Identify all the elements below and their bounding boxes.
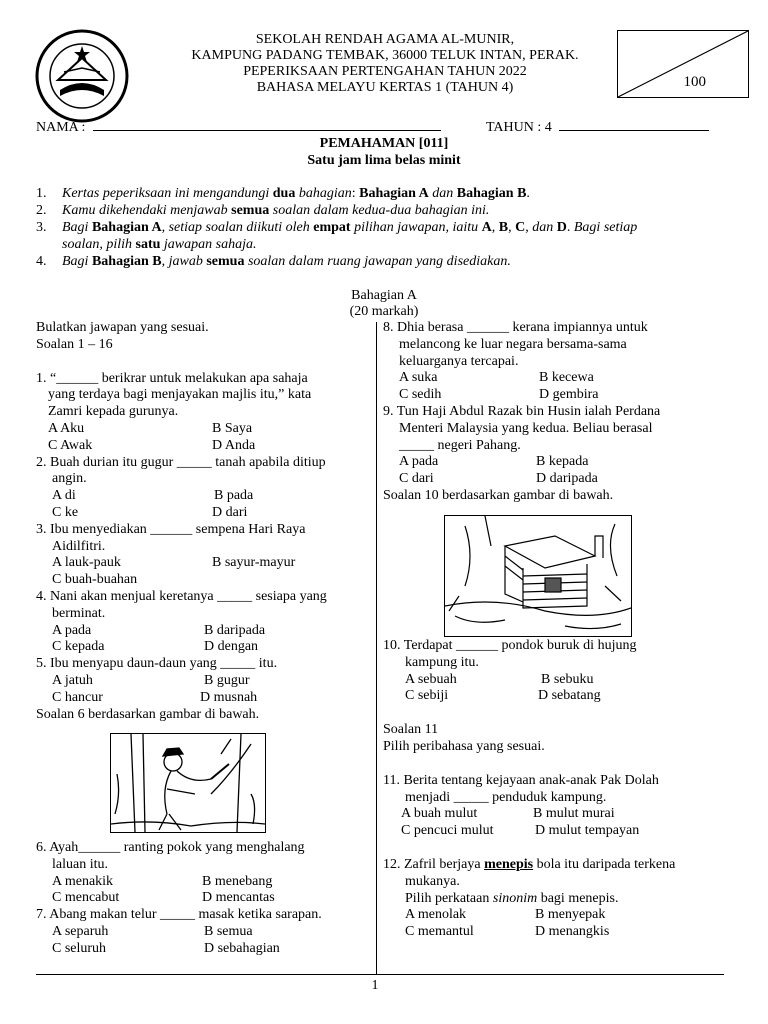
option-b[interactable]: B gugur: [204, 672, 250, 688]
question-12: [383, 857, 728, 941]
question-11-intro: Soalan 11: [383, 722, 439, 738]
score-box: [617, 30, 749, 98]
instruction-text-part: D: [556, 220, 567, 235]
instruction-text-part: jawapan sahaja.: [160, 237, 257, 252]
option-a[interactable]: A menakik: [52, 873, 114, 889]
instruction-text: [62, 219, 637, 236]
school-crest-icon: [34, 28, 130, 124]
school-logo: [34, 28, 130, 124]
option-b[interactable]: B mulut murai: [533, 806, 615, 822]
question-text: mukanya.: [405, 873, 460, 889]
year-row: [486, 120, 709, 136]
option-d[interactable]: D sebatang: [538, 688, 601, 704]
option-c[interactable]: C kepada: [52, 639, 105, 655]
instruction-item: [36, 219, 736, 236]
instructions-list: [36, 185, 736, 270]
option-b[interactable]: B kepada: [536, 454, 589, 470]
instruction-item: [36, 202, 736, 219]
question-10: [383, 638, 728, 705]
instruction-text-part: .: [526, 186, 530, 201]
question-text: 9. Tun Haji Abdul Razak bin Husin ialah Perdana: [383, 403, 661, 419]
question-text: Aidilfitri.: [52, 538, 106, 554]
option-a[interactable]: A jatuh: [52, 672, 93, 688]
instruction-text-part: semua: [206, 254, 245, 269]
question-1: [36, 371, 372, 455]
question-text: 10. Terdapat ______ pondok buruk di hujung: [383, 638, 637, 653]
instruction-text-part: B: [498, 220, 509, 235]
target-word: menepis: [484, 856, 534, 872]
instruction-text-part: .: [566, 220, 574, 235]
total-score: 100: [683, 74, 706, 90]
name-label: NAMA :: [36, 120, 86, 135]
instruction-text-part: semua: [231, 203, 270, 218]
instruction-text-part: Bahagian B: [456, 186, 527, 201]
option-d[interactable]: D daripada: [536, 471, 598, 487]
option-c[interactable]: C mencabut: [52, 890, 120, 906]
option-c[interactable]: C ke: [52, 504, 79, 520]
instruction-text-part: Bagi setiap: [573, 220, 638, 235]
instruction-text: [62, 202, 489, 219]
question-text-part: 12. Zafril berjaya: [383, 856, 485, 872]
question-text-part: bola itu daripada terkena: [533, 856, 676, 872]
question-range: Soalan 1 – 16: [36, 336, 113, 352]
option-b[interactable]: B kecewa: [539, 370, 594, 386]
question-3: [36, 522, 372, 589]
right-column: [383, 320, 728, 505]
option-c[interactable]: C buah-buahan: [52, 572, 138, 588]
option-d[interactable]: D sebahagian: [204, 940, 280, 956]
question-text: [383, 857, 728, 874]
question-text: 11. Berita tentang kejayaan anak-anak Pak Dolah: [383, 772, 659, 788]
instruction-number: 4.: [36, 254, 47, 269]
instruction-text: [62, 236, 257, 253]
instruction-text-part: dua: [272, 186, 296, 201]
option-a[interactable]: A menolak: [405, 907, 467, 923]
instruction-text-part: soalan dalam ruang jawapan yang disediakan.: [244, 254, 511, 269]
instruction-text-part: empat: [313, 220, 351, 235]
left-column-bottom: [36, 840, 372, 958]
question-text: 7. Abang makan telur _____ masak ketika sarapan.: [36, 907, 322, 923]
option-a[interactable]: A sebuah: [405, 671, 457, 687]
emphasis-word: sinonim: [492, 890, 538, 906]
year-label: TAHUN : 4: [486, 120, 552, 135]
option-d[interactable]: D mencantas: [202, 890, 275, 906]
question-text-part: Pilih perkataan: [405, 890, 493, 906]
instruction-text-part: dan: [428, 186, 457, 201]
instruction-text-part: Bahagian A: [91, 220, 162, 235]
instruction-text-part: bahagian: [295, 186, 352, 201]
option-a[interactable]: A pada: [52, 622, 92, 638]
instruction-item: [36, 253, 736, 270]
question-text: 2. Buah durian itu gugur _____ tanah apabila ditiup: [36, 454, 326, 470]
school-header: [130, 32, 640, 96]
option-d[interactable]: D musnah: [200, 689, 258, 705]
question-6: [36, 840, 372, 907]
question-text: angin.: [52, 471, 87, 487]
question-text: 1. “______ berikrar untuk melakukan apa sahaja: [36, 370, 308, 386]
option-b[interactable]: B sayur-mayur: [212, 555, 296, 571]
question-text: Menteri Malaysia yang kedua. Beliau berasal: [399, 420, 653, 436]
option-b[interactable]: B semua: [204, 923, 253, 939]
question-text: [383, 891, 728, 908]
question-text: 4. Nani akan menjual keretanya _____ sesiapa yang: [36, 588, 327, 604]
instruction-text-part: Kertas peperiksaan ini mengandungi: [62, 186, 273, 201]
option-c[interactable]: C memantul: [405, 924, 474, 940]
question-5: [36, 656, 372, 706]
instruction-text: [62, 185, 530, 202]
question-2: [36, 455, 372, 522]
section-name: Bahagian A: [351, 288, 417, 303]
option-c[interactable]: C Awak: [48, 437, 93, 453]
footer-line: [36, 974, 724, 975]
question-11: [383, 773, 728, 840]
subject-title: BAHASA MELAYU KERTAS 1 (TAHUN 4): [256, 80, 514, 95]
instruction-text-part: ,: [525, 220, 533, 235]
instruction-text-part: Bahagian B: [91, 254, 162, 269]
option-b[interactable]: B sebuku: [541, 671, 594, 687]
option-d[interactable]: D dengan: [204, 639, 259, 655]
name-row: [36, 120, 441, 136]
question-4: [36, 589, 372, 656]
option-d[interactable]: D gembira: [539, 387, 599, 403]
instruction-text-part: soalan dalam kedua-dua bahagian ini.: [269, 203, 490, 218]
column-divider: [376, 322, 377, 974]
option-a[interactable]: A suka: [399, 370, 438, 386]
instruction-circle: Bulatkan jawapan yang sesuai.: [36, 320, 209, 335]
question-10-intro: Soalan 10 berdasarkan gambar di bawah.: [383, 487, 614, 503]
question-text: keluarganya tercapai.: [399, 353, 519, 369]
instruction-text-part: dan: [532, 220, 557, 235]
question-text: berminat.: [52, 605, 106, 621]
question-9: [383, 404, 728, 488]
instruction-text-part: ,: [491, 220, 499, 235]
question-8: [383, 320, 728, 404]
question-text: melancong ke luar negara bersama-sama: [399, 336, 627, 352]
school-address: KAMPUNG PADANG TEMBAK, 36000 TELUK INTAN, PERAK.: [191, 48, 579, 63]
option-b[interactable]: B daripada: [204, 622, 266, 638]
school-name: SEKOLAH RENDAH AGAMA AL-MUNIR,: [255, 32, 515, 47]
option-b[interactable]: B Saya: [212, 420, 253, 436]
question-text: kampung itu.: [405, 654, 479, 670]
question-text: _____ negeri Pahang.: [399, 437, 521, 453]
question-7: [36, 907, 372, 957]
option-a[interactable]: A lauk-pauk: [52, 555, 121, 571]
option-c[interactable]: C sebiji: [405, 688, 449, 704]
instruction-number: 3.: [36, 220, 47, 235]
option-b[interactable]: B menyepak: [535, 907, 606, 923]
instruction-text-part: :: [351, 186, 360, 201]
man-cutting-branch-icon: [111, 734, 265, 832]
paper-duration: Satu jam lima belas minit: [307, 153, 461, 168]
instruction-text-part: pilihan jawapan, iaitu: [350, 220, 482, 235]
instruction-text-part: soalan, pilih: [62, 237, 136, 252]
instruction-text-part: C: [515, 220, 526, 235]
exam-title: PEPERIKSAAN PERTENGAHAN TAHUN 2022: [243, 64, 527, 79]
option-a[interactable]: A di: [52, 488, 76, 504]
option-c[interactable]: C sedih: [399, 387, 442, 403]
question-text: menjadi _____ penduduk kampung.: [405, 789, 607, 805]
question-text-part: bagi menepis.: [537, 890, 619, 906]
option-b[interactable]: B menebang: [202, 873, 273, 889]
instruction-text-part: Kamu dikehendaki menjawab: [62, 203, 232, 218]
instruction-text-part: A: [481, 220, 492, 235]
option-a[interactable]: A Aku: [48, 420, 85, 436]
option-c[interactable]: C dari: [399, 471, 434, 487]
right-column-bottom: [383, 638, 728, 941]
year-field[interactable]: [559, 130, 709, 131]
question-text: 6. Ayah______ ranting pokok yang menghalang: [36, 840, 305, 855]
instruction-number: 2.: [36, 203, 47, 218]
paper-title: PEMAHAMAN [011]: [319, 136, 449, 151]
option-b[interactable]: B pada: [214, 488, 254, 504]
option-d[interactable]: D Anda: [212, 437, 256, 453]
instruction-text-part: Bagi: [62, 220, 92, 235]
instruction-text-part: Bahagian A: [359, 186, 429, 201]
option-c[interactable]: C hancur: [52, 689, 103, 705]
question-text: yang terdaya bagi menjayakan majlis itu,” kata: [48, 387, 312, 403]
section-marks: (20 markah): [349, 304, 419, 319]
option-c[interactable]: C seluruh: [52, 940, 107, 956]
question-6-intro: Soalan 6 berdasarkan gambar di bawah.: [36, 706, 260, 722]
option-a[interactable]: A buah mulut: [401, 806, 478, 822]
question-text: Zamri kepada gurunya.: [48, 404, 179, 420]
old-log-hut-icon: [445, 516, 631, 636]
instruction-text: [62, 253, 511, 270]
instruction-item: [36, 236, 736, 253]
name-field[interactable]: [93, 130, 441, 131]
question-text: 3. Ibu menyediakan ______ sempena Hari Raya: [36, 521, 306, 537]
question-text: laluan itu.: [52, 856, 108, 872]
instruction-number: 1.: [36, 186, 47, 201]
option-c[interactable]: C pencuci mulut: [401, 823, 494, 839]
hut-picture: [444, 515, 632, 637]
option-d[interactable]: D dari: [212, 504, 248, 520]
instruction-text-part: Bagi: [62, 254, 92, 269]
left-column: [36, 320, 372, 723]
option-d[interactable]: D mulut tempayan: [535, 823, 640, 839]
question-text: 5. Ibu menyapu daun-daun yang _____ itu.: [36, 656, 278, 672]
question-11-instruction: Pilih peribahasa yang sesuai.: [383, 738, 545, 754]
instruction-text-part: ,: [508, 220, 516, 235]
woodcutter-picture: [110, 733, 266, 833]
page-number: 1: [371, 978, 379, 993]
instruction-item: [36, 185, 736, 202]
option-d[interactable]: D menangkis: [535, 924, 610, 940]
option-a[interactable]: A separuh: [52, 923, 109, 939]
instruction-text-part: , setiap soalan diikuti oleh: [161, 220, 314, 235]
instruction-number: [36, 236, 62, 253]
option-a[interactable]: A pada: [399, 454, 439, 470]
instruction-text-part: satu: [135, 237, 161, 252]
question-text: 8. Dhia berasa ______ kerana impiannya untuk: [383, 320, 648, 335]
instruction-text-part: , jawab: [161, 254, 207, 269]
